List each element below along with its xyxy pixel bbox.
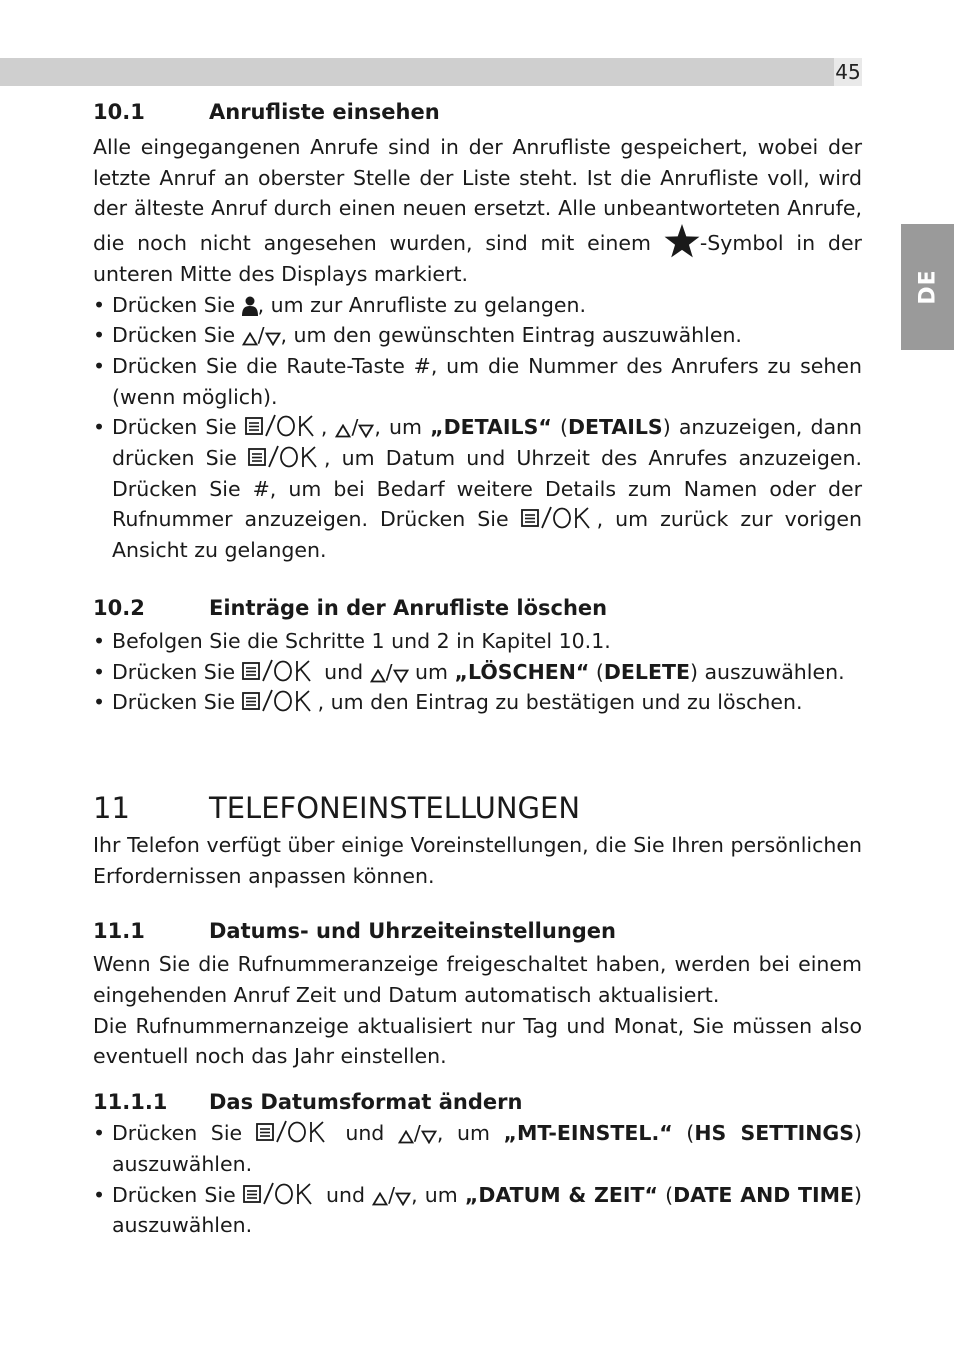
section-title: Einträge in der Anrufliste löschen bbox=[209, 595, 608, 620]
menu-option-label: „DATUM & ZEIT“ bbox=[464, 1182, 658, 1207]
down-arrow-icon bbox=[421, 1130, 437, 1144]
text: ( bbox=[589, 659, 604, 684]
menu-option-label: „MT-EINSTEL.“ bbox=[503, 1121, 673, 1146]
list-item: • Drücken Sie und / , um „DATUM & ZEIT“ (DATE AND TIME) auszuwählen. bbox=[93, 1180, 862, 1241]
list-item: • Drücken Sie und / um „LÖSCHEN“ (DELETE) auszuwählen. bbox=[93, 657, 862, 688]
section-title: Das Datumsformat ändern bbox=[209, 1090, 523, 1115]
text: Drücken Sie bbox=[112, 659, 242, 684]
text: -Symbol in der unteren Mitte des Displays markiert. bbox=[93, 231, 862, 286]
chapter-number: 11 bbox=[93, 790, 130, 825]
text: Drücken Sie bbox=[112, 292, 242, 317]
text: ) auszuwählen. bbox=[689, 659, 845, 684]
text: , bbox=[320, 415, 336, 440]
text: , um den Eintrag zu bestätigen und zu löschen. bbox=[317, 690, 803, 715]
menu-option-label: DELETE bbox=[603, 659, 690, 684]
menu-ok-icon bbox=[242, 659, 318, 683]
menu-ok-icon bbox=[248, 445, 324, 469]
text: , um bbox=[436, 1121, 504, 1146]
call-list-steps bbox=[93, 290, 862, 566]
menu-option-label: DATE AND TIME bbox=[673, 1182, 855, 1207]
text: Drücken Sie bbox=[112, 1182, 243, 1207]
star-icon bbox=[664, 224, 700, 258]
up-arrow-icon bbox=[335, 424, 351, 438]
section-11-1-1-heading bbox=[93, 1086, 862, 1118]
menu-ok-icon bbox=[256, 1120, 332, 1144]
list-item: • Drücken Sie / , um den gewünschten Eintrag auszuwählen. bbox=[93, 320, 862, 351]
text: ) auszuwählen. bbox=[112, 1121, 863, 1176]
section-number: 11.1 bbox=[93, 919, 145, 944]
section-title: Anrufliste einsehen bbox=[209, 100, 440, 124]
down-arrow-icon bbox=[265, 332, 281, 346]
up-arrow-icon bbox=[398, 1130, 414, 1144]
chapter-title: TELEFONEINSTELLUNGEN bbox=[209, 790, 581, 825]
text: um bbox=[408, 659, 455, 684]
list-item bbox=[93, 626, 862, 657]
chapter-11-heading bbox=[93, 788, 862, 828]
call-list-intro bbox=[93, 132, 862, 290]
down-arrow-icon bbox=[358, 424, 374, 438]
delete-entry-steps bbox=[93, 626, 862, 718]
page-content bbox=[93, 96, 862, 1241]
date-time-para-1: Wenn Sie die Rufnummeranzeige freigeschaltet haben, werden bei einem eingehenden Anruf Zeit und Datum automatisch aktualisiert. bbox=[93, 952, 862, 1008]
text: , um bbox=[411, 1182, 465, 1207]
text: Alle eingegangenen Anrufe sind in der Anrufliste gespeichert, wobei der letzte Anruf an oberster Stelle der Liste steht. Ist die Anrufliste voll, wird der älteste Anruf durch einen neuen ersetzt. Alle unbeantworteten Anrufe, die noch nicht angesehen wurden, sind mit einem bbox=[93, 135, 862, 256]
text: und bbox=[318, 1182, 373, 1207]
text: ( bbox=[658, 1182, 674, 1207]
text: ( bbox=[551, 415, 568, 440]
text: Drücken Sie bbox=[112, 323, 242, 348]
text: Drücken Sie die Raute-Taste #, um die Nummer des Anrufers zu sehen (wenn möglich). bbox=[112, 353, 862, 409]
date-time-para-2: Die Rufnummernanzeige aktualisiert nur Tag und Monat, Sie müssen also eventuell noch das Jahr einstellen. bbox=[93, 1013, 862, 1069]
menu-option-label: „LÖSCHEN“ bbox=[454, 659, 590, 684]
section-number: 11.1.1 bbox=[93, 1090, 168, 1115]
text: , um zurück zur vorigen Ansicht zu gelangen. bbox=[112, 507, 862, 563]
text: , um Datum und Uhrzeit des Anrufes anzuzeigen. Drücken Sie #, um bei Bedarf weitere Details zum Namen oder der Rufnummer anzuzeigen. Drücken Sie bbox=[112, 446, 862, 532]
language-tab-label: DE bbox=[915, 269, 940, 305]
text: , um den gewünschten Eintrag auszuwählen. bbox=[280, 323, 742, 348]
text: ) anzuzeigen, dann drücken Sie bbox=[112, 415, 863, 471]
menu-ok-icon bbox=[243, 1182, 319, 1206]
text: ) auszuwählen. bbox=[112, 1182, 863, 1238]
section-10-1-heading bbox=[93, 96, 862, 128]
chapter-intro: Ihr Telefon verfügt über einige Voreinstellungen, die Sie Ihren persönlichen Erfordernissen anpassen können. bbox=[93, 832, 862, 888]
header-bar bbox=[0, 58, 834, 86]
text: , um zur Anrufliste zu gelangen. bbox=[257, 292, 586, 317]
down-arrow-icon bbox=[395, 1192, 411, 1206]
section-title: Datums- und Uhrzeiteinstellungen bbox=[209, 919, 616, 944]
list-item bbox=[93, 687, 862, 718]
language-tab bbox=[901, 224, 954, 350]
menu-ok-icon bbox=[245, 414, 321, 438]
text: Befolgen Sie die Schritte 1 und 2 in Kapitel 10.1. bbox=[112, 628, 611, 653]
up-arrow-icon bbox=[242, 332, 258, 346]
up-arrow-icon bbox=[370, 669, 386, 683]
down-arrow-icon bbox=[393, 669, 409, 683]
up-arrow-icon bbox=[372, 1192, 388, 1206]
list-item bbox=[93, 351, 862, 412]
list-item: • Drücken Sie , / , um „DETAILS“ (DETAILS) anzuzeigen, dann drücken Sie , um Datum und Uhrzeit des Anrufes anzuzeigen. Drücken Sie #, um bei Bedarf weitere Details zum Namen oder der Rufnummer anzuzeigen. Drücken Sie , um zurück zur vorigen Ansicht zu gelangen. bbox=[93, 412, 862, 566]
text: , um bbox=[374, 415, 431, 440]
menu-option-label: HS SETTINGS bbox=[694, 1121, 855, 1146]
section-number: 10.2 bbox=[93, 595, 145, 620]
page-number: 45 bbox=[835, 60, 861, 84]
text: Drücken Sie bbox=[112, 690, 242, 715]
text: ( bbox=[672, 1121, 695, 1146]
menu-ok-icon bbox=[521, 506, 597, 530]
section-11-1-heading bbox=[93, 915, 862, 947]
menu-option-label: „DETAILS“ bbox=[430, 415, 552, 440]
date-format-steps bbox=[93, 1118, 862, 1241]
menu-option-label: DETAILS bbox=[567, 415, 663, 440]
section-number: 10.1 bbox=[93, 100, 145, 124]
list-item: • Drücken Sie und / , um „MT-EINSTEL.“ (HS SETTINGS) auszuwählen. bbox=[93, 1118, 862, 1179]
text: Drücken Sie bbox=[112, 1121, 256, 1146]
person-icon bbox=[242, 296, 258, 316]
list-item bbox=[93, 290, 862, 321]
menu-ok-icon bbox=[242, 689, 318, 713]
text: und bbox=[317, 659, 370, 684]
text: und bbox=[331, 1121, 398, 1146]
section-10-2-heading bbox=[93, 592, 862, 624]
text: Drücken Sie bbox=[112, 415, 245, 440]
